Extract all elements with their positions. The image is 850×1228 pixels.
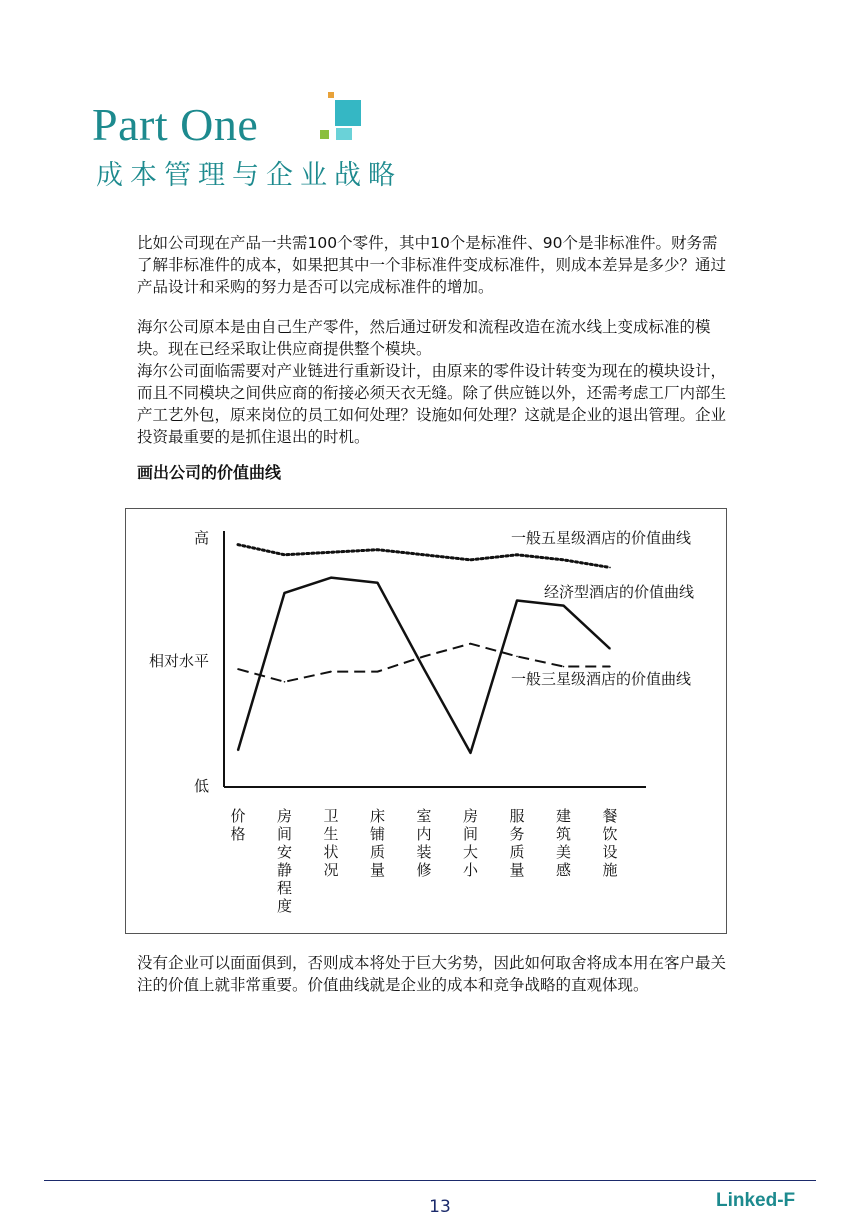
paragraph-parts: 比如公司现在产品一共需100个零件，其中10个是标准件、90个是非标准件。财务需了解非标准件的成本，如果把其中一个非标准件变成标准件，则成本差异是多少？通过产品设计和采购的努力是否可以完成标准件的增加。 — [137, 234, 727, 296]
data-point-solid — [470, 752, 472, 754]
x-tick-label: 卫生状况 — [323, 807, 339, 879]
data-point-dashed — [377, 671, 379, 673]
data-point-solid — [516, 600, 518, 602]
y-label-relative-level: 相对水平 — [148, 652, 209, 670]
data-point-dashed — [330, 671, 332, 673]
series-label: 一般五星级酒店的价值曲线 — [511, 529, 692, 547]
x-tick-label: 价格 — [230, 807, 246, 843]
data-point-solid — [563, 605, 565, 607]
data-point-dotted — [516, 554, 518, 556]
y-label-low: 低 — [193, 777, 209, 795]
x-tick-label: 室内装修 — [416, 807, 432, 879]
logo-square-light-teal — [336, 128, 352, 140]
series-label: 经济型酒店的价值曲线 — [544, 583, 695, 601]
x-tick-label: 床铺质量 — [369, 807, 386, 879]
paragraph-haier-redesign: 海尔公司面临需要对产业链进行重新设计，由原来的零件设计转变为现在的模块设计，而且不同模块之间供应商的衔接必须天衣无缝。除了供应链以外，还需考虑工厂内部生产工艺外包，原来岗位的员工如何处理？设施如何处理？这就是企业的退出管理。企业投资最重要的是抓住退出的时机。 — [137, 362, 727, 446]
x-tick-label: 房间大小 — [462, 807, 479, 879]
value-curve-svg — [126, 509, 726, 933]
data-point-dotted — [609, 567, 611, 569]
data-point-solid — [237, 750, 239, 752]
brand-logo: Linked-F — [716, 1190, 796, 1211]
data-point-dotted — [470, 559, 472, 561]
data-point-dashed — [516, 656, 518, 658]
footer-divider — [44, 1180, 816, 1181]
logo-square-orange — [328, 92, 334, 98]
part-title: Part One — [92, 99, 259, 150]
x-tick-label: 服务质量 — [509, 807, 525, 879]
x-tick-label: 建筑美感 — [555, 807, 572, 879]
data-point-solid — [330, 577, 332, 579]
paragraph-haier-modules: 海尔公司原本是由自己生产零件，然后通过研发和流程改造在流水线上变成标准的模块。现在已经采取让供应商提供整个模块。 — [137, 318, 711, 358]
chapter-subtitle: 成本管理与企业战略 — [96, 160, 402, 191]
data-point-dotted — [237, 544, 239, 546]
data-point-dotted — [284, 554, 286, 556]
value-curve-chart — [125, 508, 727, 934]
data-point-dashed — [470, 643, 472, 645]
data-point-dotted — [330, 551, 332, 553]
data-point-solid — [284, 592, 286, 594]
logo-square-teal — [335, 100, 361, 126]
data-point-dotted — [563, 559, 565, 561]
logo-square-green — [320, 130, 329, 139]
data-point-dotted — [377, 549, 379, 551]
page-number: 13 — [429, 1197, 451, 1217]
data-point-dotted — [423, 554, 425, 556]
data-point-solid — [423, 668, 425, 670]
data-point-dashed — [609, 666, 611, 668]
data-point-dashed — [284, 681, 286, 683]
x-tick-label: 房间安静程度 — [276, 807, 293, 915]
x-tick-label: 餐饮设施 — [602, 807, 618, 879]
data-point-dashed — [423, 656, 425, 658]
paragraph-haier — [137, 316, 727, 448]
series-label: 一般三星级酒店的价值曲线 — [511, 670, 692, 688]
data-point-dashed — [563, 666, 565, 668]
data-point-solid — [377, 582, 379, 584]
data-point-solid — [609, 648, 611, 650]
section-heading: 画出公司的价值曲线 — [137, 463, 282, 482]
paragraph-conclusion: 没有企业可以面面俱到，否则成本将处于巨大劣势，因此如何取舍将成本用在客户最关注的价值上就非常重要。价值曲线就是企业的成本和竞争战略的直观体现。 — [137, 954, 727, 994]
series-line-dotted — [238, 545, 610, 568]
y-label-high: 高 — [193, 529, 209, 547]
data-point-dashed — [237, 668, 239, 670]
